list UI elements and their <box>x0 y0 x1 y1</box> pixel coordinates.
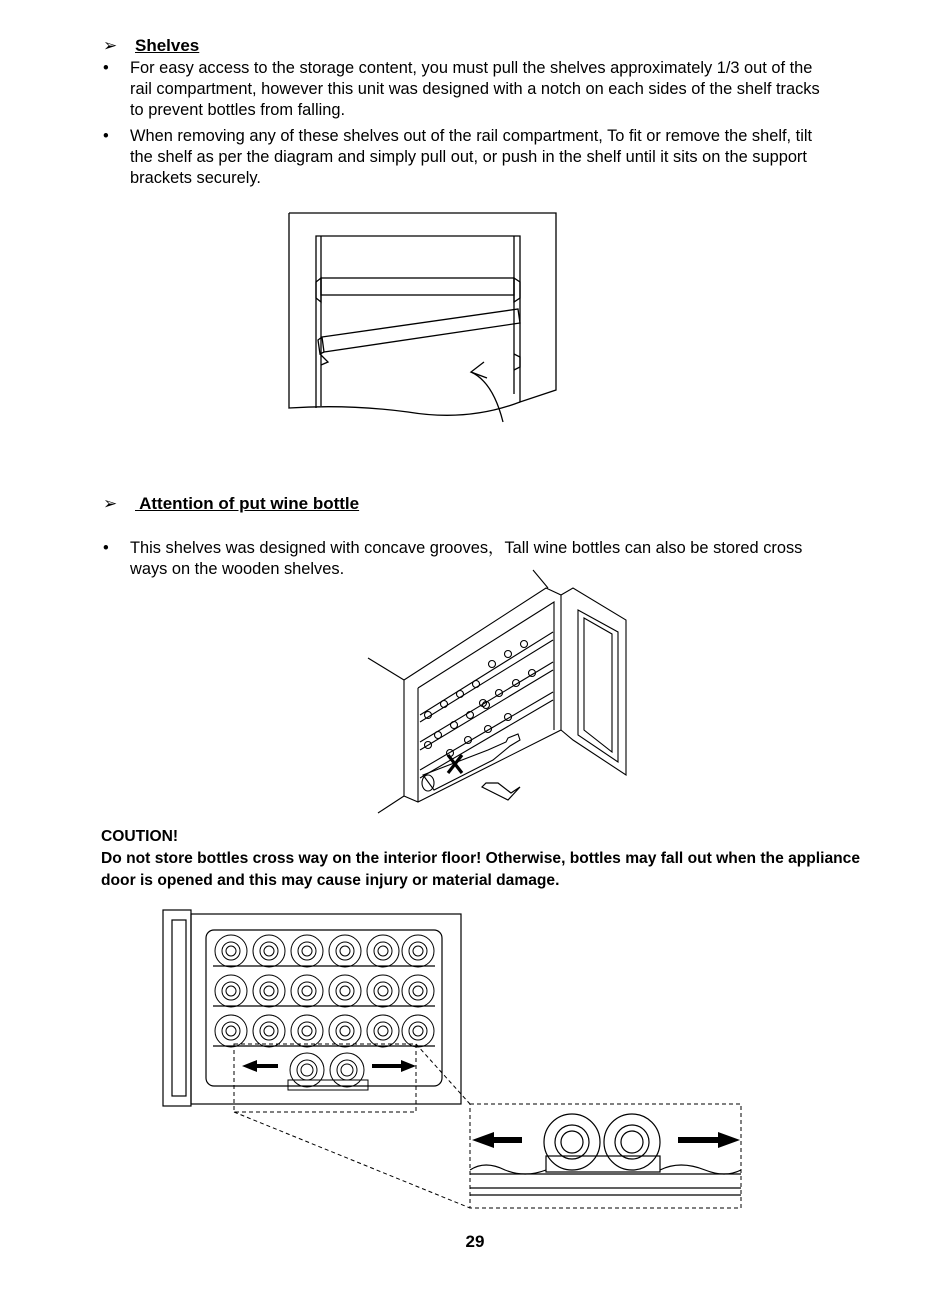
wine-cabinet-open-diagram <box>368 570 630 825</box>
page-number: 29 <box>465 1232 485 1251</box>
wine-heading <box>103 494 359 514</box>
wine-title: Attention of put wine bottle <box>135 494 360 513</box>
bullet-dot: • <box>103 59 109 77</box>
wine-bullet-1-text: This shelves was designed with concave grooves，Tall wine bottles can also be stored cross ways on the wooden shelves. <box>130 539 803 578</box>
shelves-bullet-1 <box>103 58 833 121</box>
arrow-bullet-icon: ➢ <box>103 36 118 55</box>
caution-body: Do not store bottles cross way on the interior floor! Otherwise, bottles may fall out when the appliance door is opened and this may cause injury or material damage. <box>101 850 861 889</box>
arrow-bullet-icon: ➢ <box>103 494 118 513</box>
floor-storage-diagram <box>160 908 760 1218</box>
caution-title: COUTION! <box>101 828 179 845</box>
shelves-title: Shelves <box>135 36 200 55</box>
shelves-bullet-1-text: For easy access to the storage content, you must pull the shelves approximately 1/3 out of the rail compartment, however this unit was designed with a notch on each sides of the shelf tracks to prevent bottles from falling. <box>130 59 820 119</box>
bullet-dot: • <box>103 127 109 145</box>
shelves-bullet-2 <box>103 126 833 189</box>
shelves-bullet-2-text: When removing any of these shelves out of the rail compartment, To fit or remove the shelf, tilt the shelf as per the diagram and simply pull out, or push in the shelf until it sits on the support brackets securely. <box>130 127 813 187</box>
shelf-tilt-diagram <box>288 212 558 427</box>
bullet-dot: • <box>103 539 109 557</box>
shelves-heading <box>103 36 199 56</box>
